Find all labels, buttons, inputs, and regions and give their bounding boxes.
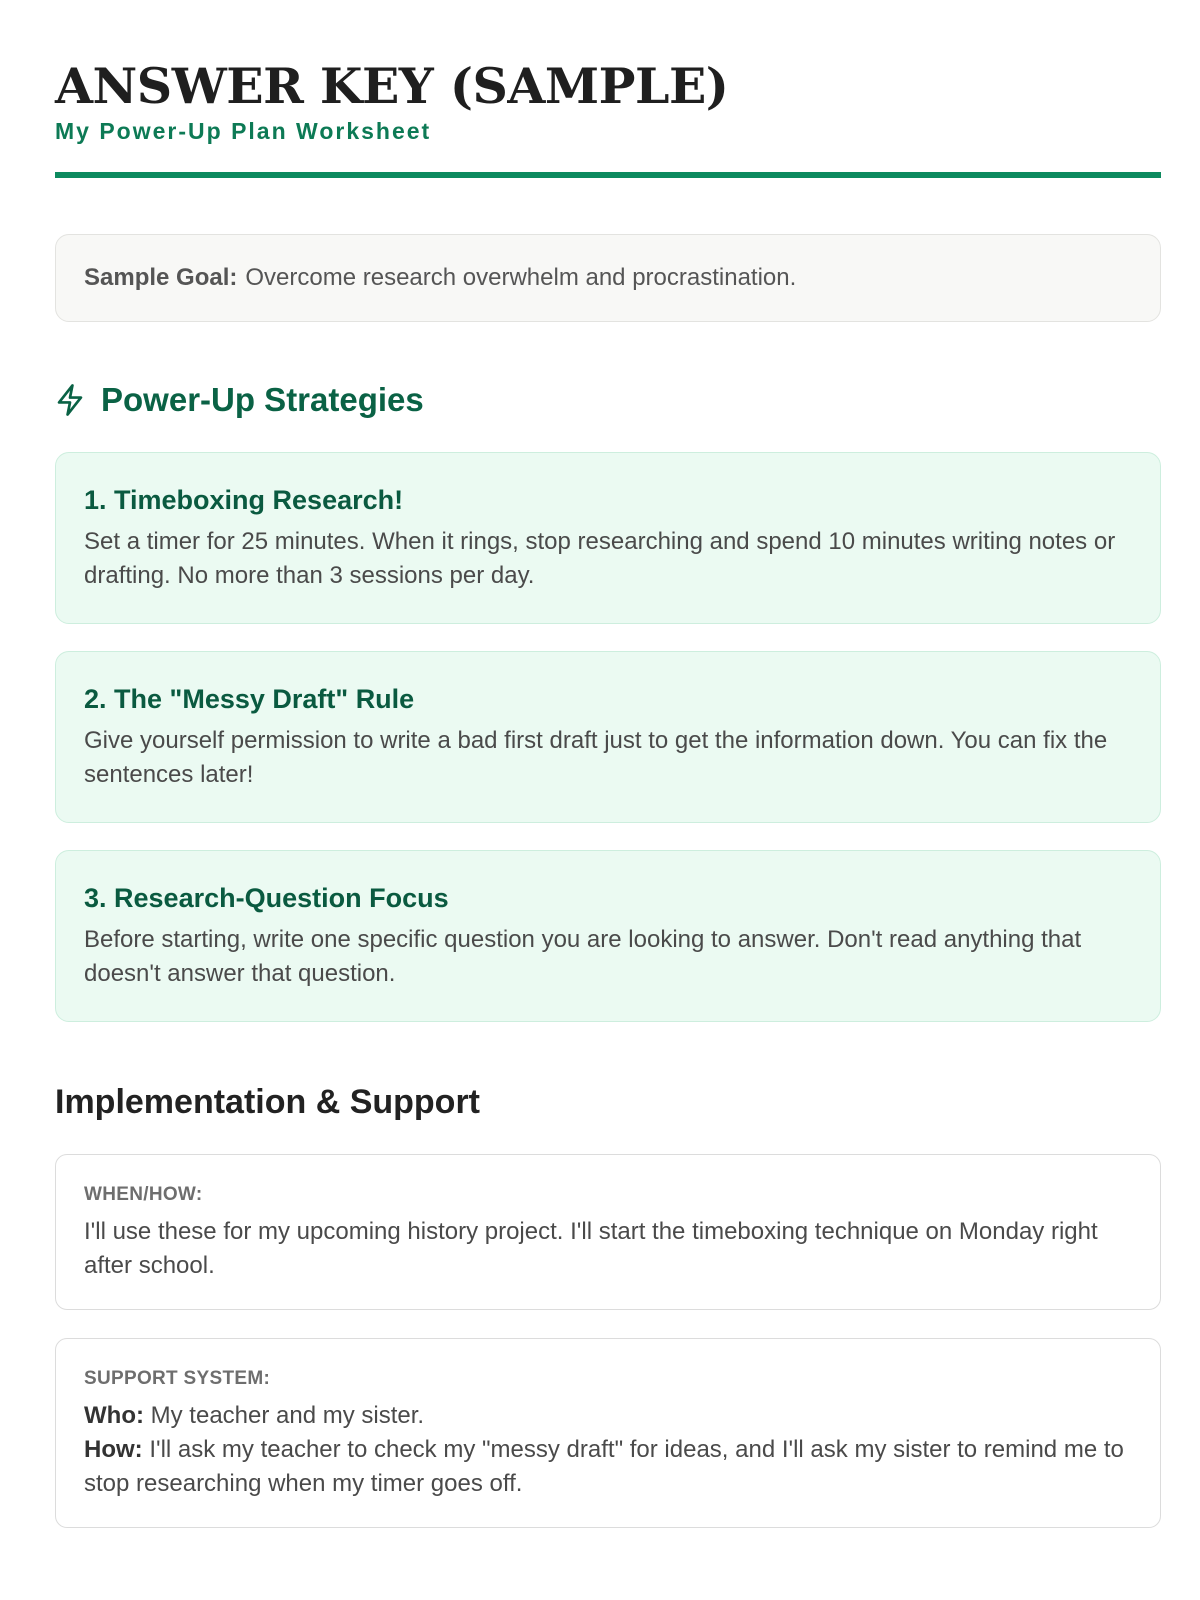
support-how-label: How: [84, 1436, 143, 1463]
goal-label: Sample Goal: [84, 264, 238, 291]
title-divider [55, 172, 1161, 178]
support-system-card [55, 1338, 1161, 1528]
strategies-heading-text: Power-Up Strategies [101, 381, 424, 418]
strategy-list [55, 452, 1161, 1022]
strategies-heading [55, 378, 1161, 422]
goal-text: Overcome research overwhelm and procrastination. [245, 264, 797, 291]
strategy-card [55, 651, 1161, 823]
strategy-title: 1. Timeboxing Research! [84, 485, 404, 515]
support-how-text: I'll ask my teacher to check my "messy draft" for ideas, and I'll ask my sister to remind me to stop researching when my timer goes off. [84, 1436, 1124, 1497]
strategy-card [55, 452, 1161, 624]
strategy-title: 3. Research-Question Focus [84, 883, 449, 913]
page-subtitle: My Power-Up Plan Worksheet [55, 118, 432, 144]
support-system-label: SUPPORT SYSTEM: [84, 1368, 271, 1389]
lightning-bolt-icon [55, 382, 87, 418]
support-how-row [84, 1433, 1132, 1501]
when-how-label: WHEN/HOW: [84, 1184, 203, 1205]
strategy-description: Set a timer for 25 minutes. When it rings, stop researching and spend 10 minutes writing notes or drafting. No more than 3 sessions per day. [84, 528, 1116, 589]
when-how-card [55, 1154, 1161, 1310]
worksheet-page [55, 0, 1161, 1528]
strategy-description: Give yourself permission to write a bad first draft just to get the information down. You can fix the sentences later! [84, 727, 1108, 788]
support-who-text: My teacher and my sister. [150, 1402, 425, 1429]
strategy-title: 2. The "Messy Draft" Rule [84, 684, 415, 714]
implementation-heading: Implementation & Support [55, 1083, 480, 1121]
strategy-description: Before starting, write one specific question you are looking to answer. Don't read anything that doesn't answer that question. [84, 926, 1082, 987]
support-who-row [84, 1399, 1132, 1433]
support-who-label: Who: [84, 1402, 144, 1429]
when-how-text: I'll use these for my upcoming history project. I'll start the timeboxing technique on Monday right after school. [84, 1218, 1098, 1279]
goal-box [55, 234, 1161, 322]
strategy-card [55, 850, 1161, 1022]
page-title: ANSWER KEY (SAMPLE) [55, 57, 729, 115]
